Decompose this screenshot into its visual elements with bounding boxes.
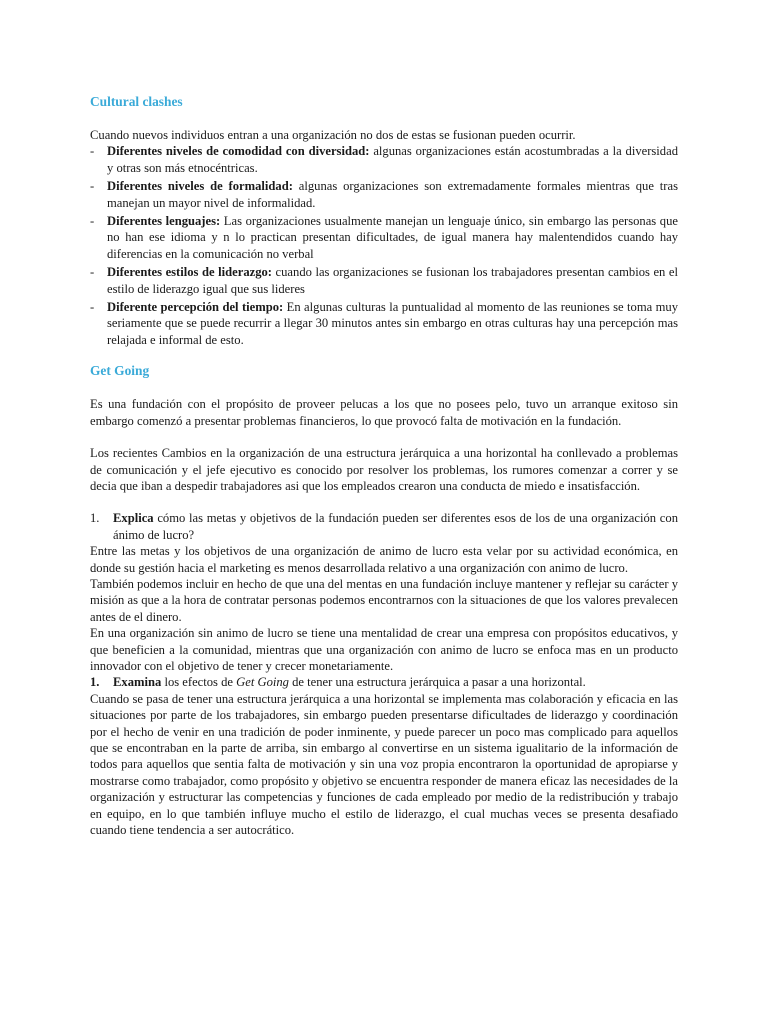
list-item-term: Diferente percepción del tiempo: xyxy=(107,300,284,315)
answer-paragraph: Cuando se pasa de tener una estructura jerárquica a una horizontal se implementa mas colaboración y eficacia en las situaciones por parte de los trabajadores, sin embargo pueden presentarse dificultades de liderazgo y coordinación por el hecho de venir en una tradición de poder inminente, y puede parecer un poco mas complicado para aquellos que se encontraban en la parte de arriba, sin embargo al convertirse en un sistema igualitario de la información de todos para aquellos que sentia falta de motivación y sin una voz propia encontraron la oportunidad de apropiarse y mostrarse como trabajador, como propósito y objetivo se encuentra responder de manera eficaz las necesidades de la organización y estructurar las competencias y funciones de cada empleado por medio de la redistribución y trabajo en equipo, en lo que también influye mucho el estilo de liderazgo, el cual muchas veces se presenta desafiado cuando tiene tendencia a ser autocrático. xyxy=(90,691,678,838)
list-item-text: cuando las organizaciones se fusionan los trabajadores presentan cambios en el estilo de liderazgo igual que sus lideres xyxy=(107,265,678,296)
list-item-term: Diferentes estilos de liderazgo: xyxy=(107,265,272,280)
list-item-term: Diferentes niveles de comodidad con diversidad: xyxy=(107,144,370,159)
section-heading-cultural-clashes: Cultural clashes xyxy=(90,94,183,109)
list-item-text: Las organizaciones usualmente manejan un lenguaje único, sin embargo las personas que no han ese idioma y n lo practican presentan dificultades, de igual manera hay malentendidos cuando hay diferencias en la comunicación no verbal xyxy=(107,214,678,261)
dash-bullet: - xyxy=(90,179,95,194)
dash-bullet: - xyxy=(90,144,95,159)
list-item-text: En algunas culturas la puntualidad al momento de las reuniones se toma muy seriamente que se puede recurrir a llegar 30 minutos antes sin embargo en otras culturas hay una percepción mas relajada e informal de esto. xyxy=(107,300,679,347)
dash-bullet: - xyxy=(90,214,95,229)
paragraph: Los recientes Cambios en la organización de una estructura jerárquica a una horizontal ha conllevado a problemas de comunicación y el jefe ejecutivo es conocido por resolver los problemas, los rumores comenzar a correr y se decia que iban a despedir trabajadores asi que los empleados crearon una conducta de miedo e insatisfacción. xyxy=(90,446,678,493)
section-heading-get-going: Get Going xyxy=(90,363,150,379)
answer-paragraph: También podemos incluir en hecho de que una del mentas en una fundación incluye mantener y reflejar su carácter y misión as que a la hora de contratar personas podemos encontrarnos con la situaciones de que los valores prevalecen antes de el dinero. xyxy=(90,576,678,624)
question-1 xyxy=(90,510,678,543)
list-item xyxy=(90,264,678,297)
answer-paragraph: Entre las metas y los objetivos de una organización de animo de lucro esta velar por su actividad económica, en donde su gestión hacia el marketing es menos desarrollada relativo a una organización con animo de lucro. xyxy=(90,544,678,575)
question-text: los efectos de xyxy=(161,675,237,690)
list-item-text: algunas organizaciones son extremadamente formales mientras que tras manejan un mayor nivel de informalidad. xyxy=(107,179,678,210)
list-item-term: Diferentes niveles de formalidad: xyxy=(107,179,293,194)
list-item xyxy=(90,213,678,262)
list-item-text: algunas organizaciones están acostumbradas a la diversidad y otras son más etnocéntricas. xyxy=(107,144,678,175)
question-2 xyxy=(90,674,678,690)
question-text: cómo las metas y objetivos de la fundación pueden ser diferentes esos de los de una organización con ánimo de lucro? xyxy=(113,511,678,542)
clash-list xyxy=(90,143,678,348)
list-item xyxy=(90,143,678,176)
document-body xyxy=(90,93,678,838)
dash-bullet: - xyxy=(90,300,95,315)
list-item xyxy=(90,299,678,348)
question-number: 1. xyxy=(90,675,100,690)
list-item-term: Diferentes lenguajes: xyxy=(107,214,221,229)
question-text: de tener una estructura jerárquica a pasar a una horizontal. xyxy=(288,675,586,690)
question-org-name: Get Going xyxy=(236,675,289,690)
question-verb: Explica xyxy=(113,511,154,526)
dash-bullet: - xyxy=(90,265,95,280)
answer-paragraph: En una organización sin animo de lucro se tiene una mentalidad de crear una empresa con propósitos educativos, y que beneficien a la comunidad, mientras que una organización con animo de lucro se enfoca mas en un producto innovador con el objetivo de tener y crecer monetariamente. xyxy=(90,626,678,673)
intro-paragraph: Cuando nuevos individuos entran a una organización no dos de estas se fusionan pueden ocurrir. xyxy=(90,128,576,142)
list-item xyxy=(90,178,678,211)
question-verb: Examina xyxy=(113,675,162,690)
paragraph: Es una fundación con el propósito de proveer pelucas a los que no posees pelo, tuvo un arranque exitoso sin embargo comenzó a presentar problemas financieros, lo que provocó falta de motivación en la fundación. xyxy=(90,397,678,428)
question-number: 1. xyxy=(90,511,100,526)
